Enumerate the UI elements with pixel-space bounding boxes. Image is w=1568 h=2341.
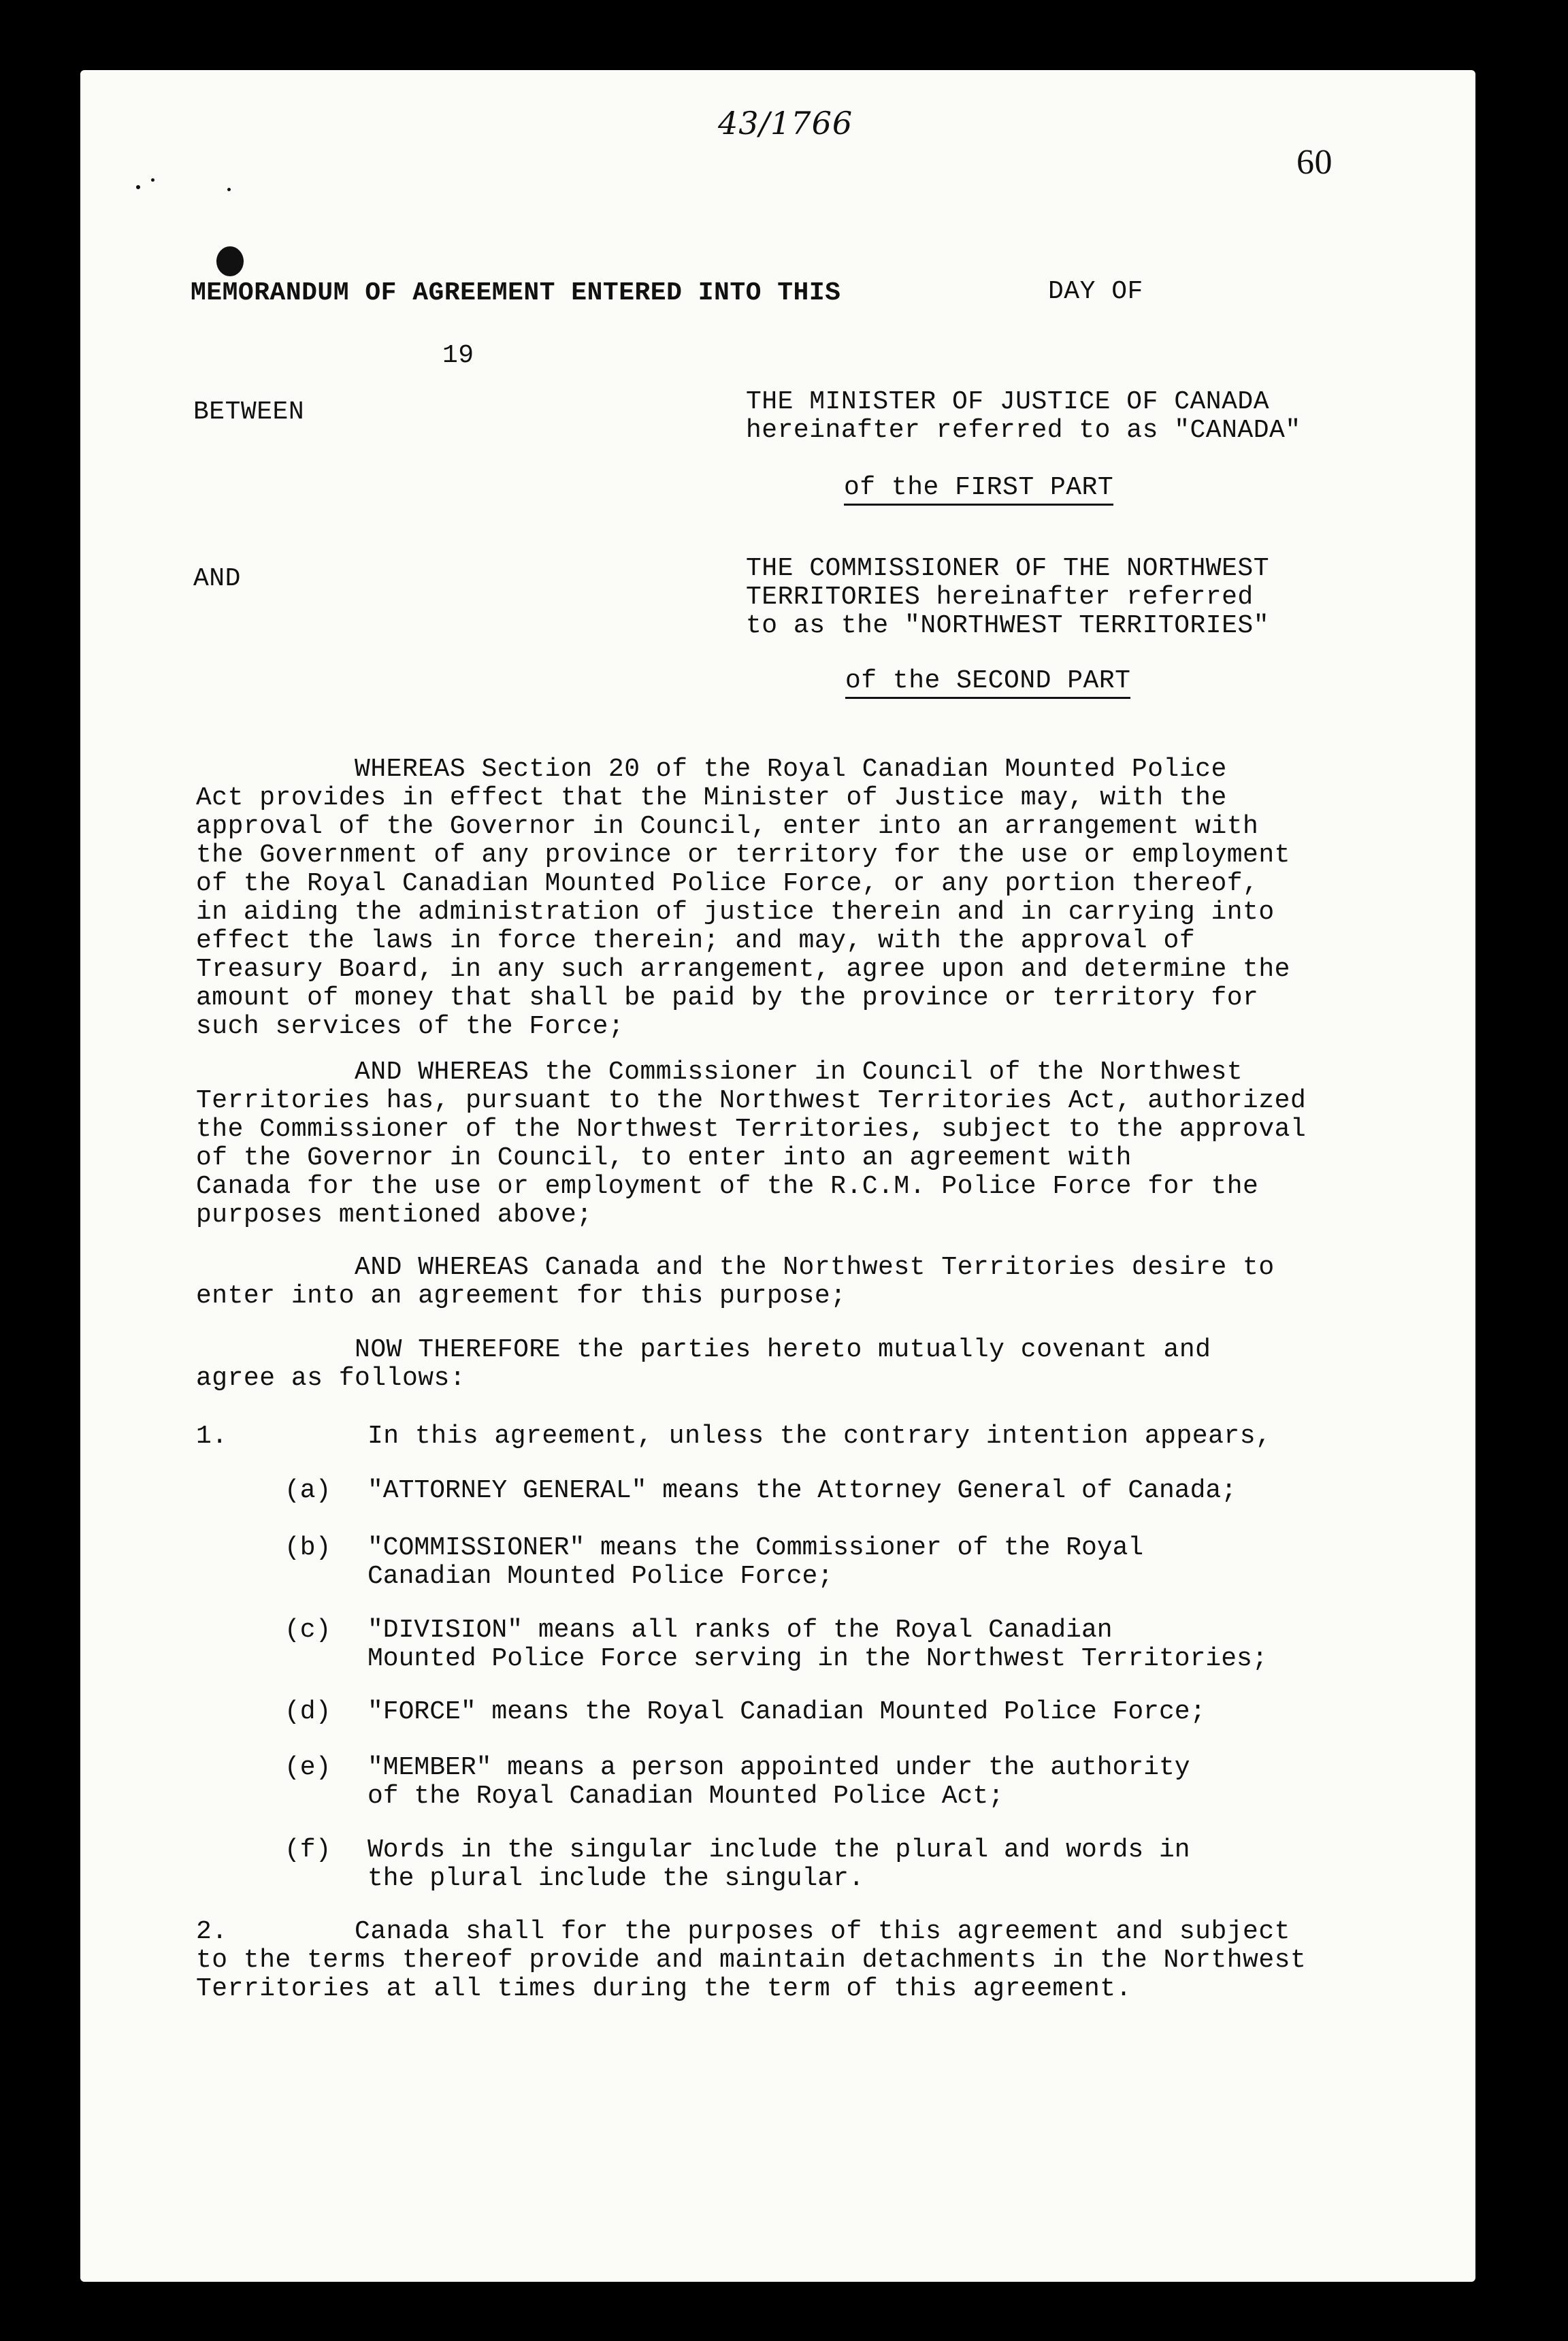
definition-text: "MEMBER" means a person appointed under the authority of the Royal Canadian Mounted Police Act; xyxy=(368,1753,1190,1811)
definition-label: (c) xyxy=(284,1616,331,1645)
clause-2-paragraph: 2. Canada shall for the purposes of this agreement and subject to the terms thereof provide and maintain detachments in the Northwest Territories at all times during the term of this agreement. xyxy=(196,1917,1307,2003)
title-day-of: DAY OF xyxy=(1048,277,1143,306)
clause-1-intro: In this agreement, unless the contrary intention appears, xyxy=(368,1422,1272,1451)
clause-1-number: 1. xyxy=(196,1422,228,1451)
page-number: 60 xyxy=(1296,143,1333,182)
between-label: BETWEEN xyxy=(193,397,305,427)
definition-label: (d) xyxy=(284,1697,331,1726)
now-therefore-paragraph: NOW THEREFORE the parties hereto mutually covenant and agree as follows: xyxy=(196,1335,1211,1393)
definition-text: "FORCE" means the Royal Canadian Mounted Police Force; xyxy=(368,1697,1206,1726)
first-part-label: of the FIRST PART xyxy=(844,474,1113,506)
definition-label: (a) xyxy=(284,1476,331,1505)
definition-label: (b) xyxy=(284,1533,331,1562)
and-label: AND xyxy=(193,564,241,593)
first-party: THE MINISTER OF JUSTICE OF CANADA hereinafter referred to as "CANADA" xyxy=(746,387,1301,445)
definition-label: (f) xyxy=(284,1835,331,1865)
definition-text: "ATTORNEY GENERAL" means the Attorney General of Canada; xyxy=(368,1476,1237,1505)
ink-speck xyxy=(227,188,231,191)
title-year: 19 xyxy=(442,341,474,370)
title-line: MEMORANDUM OF AGREEMENT ENTERED INTO THIS xyxy=(191,278,841,308)
definition-text: "DIVISION" means all ranks of the Royal Canadian Mounted Police Force serving in the Northwest Territories; xyxy=(368,1616,1268,1673)
second-part-label: of the SECOND PART xyxy=(845,667,1130,699)
handwritten-file-number: 43/1766 xyxy=(718,105,853,142)
ink-speck xyxy=(136,185,140,189)
definition-text: "COMMISSIONER" means the Commissioner of the Royal Canadian Mounted Police Force; xyxy=(368,1533,1144,1591)
ink-speck xyxy=(151,178,154,182)
whereas-paragraph-2: AND WHEREAS the Commissioner in Council of the Northwest Territories has, pursuant to the Northwest Territories Act, authorized the Commissioner of the Northwest Territories, subject to the approval of the Governor in Council, to enter into an agreement with Canada for the use or employment of the R.C.M. Police Force for the purposes mentioned above; xyxy=(196,1058,1307,1230)
second-party: THE COMMISSIONER OF THE NORTHWEST TERRITORIES hereinafter referred to as the "NORTHWEST TERRITORIES" xyxy=(746,554,1270,640)
punch-hole-mark xyxy=(216,246,244,276)
whereas-paragraph-1: WHEREAS Section 20 of the Royal Canadian Mounted Police Act provides in effect that the Minister of Justice may, with the approval of the Governor in Council, enter into an arrangement with the Government of any province or territory for the use or employment of the Royal Canadian Mounted Police Force, or any portion thereof, in aiding the administration of justice therein and in carrying into effect the laws in force therein; and may, with the approval of Treasury Board, in any such arrangement, agree upon and determine the amount of money that shall be paid by the province or territory for such services of the Force; xyxy=(196,755,1290,1041)
whereas-paragraph-3: AND WHEREAS Canada and the Northwest Territories desire to enter into an agreement for this purpose; xyxy=(196,1253,1275,1311)
definition-label: (e) xyxy=(284,1753,331,1782)
definition-text: Words in the singular include the plural and words in the plural include the singular. xyxy=(368,1835,1190,1893)
